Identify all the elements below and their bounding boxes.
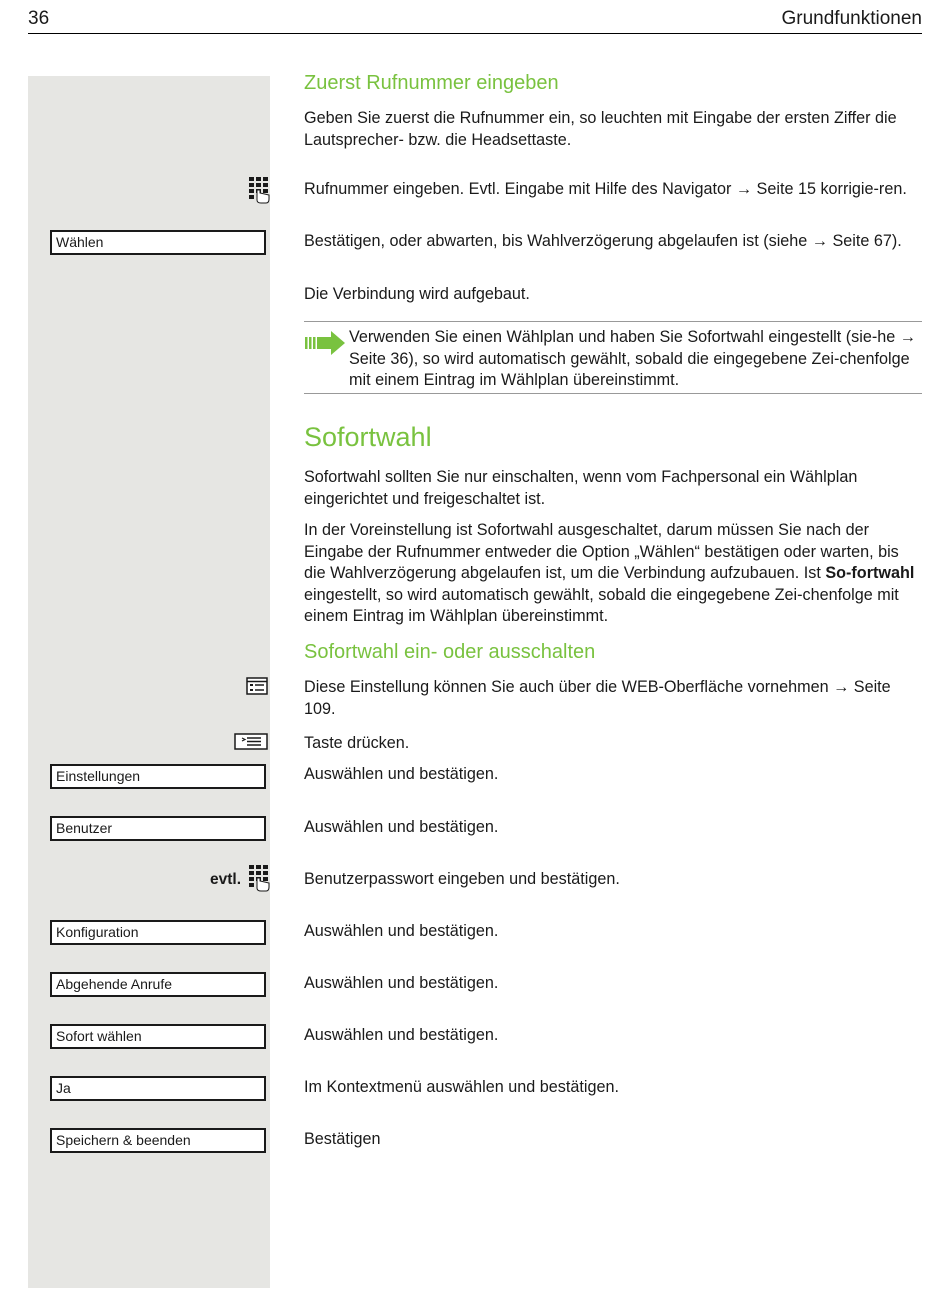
- konfiguration-button[interactable]: Konfiguration: [50, 920, 266, 945]
- speichern-beenden-button[interactable]: Speichern & beenden: [50, 1128, 266, 1153]
- step-verbindung: Die Verbindung wird aufgebaut.: [304, 285, 530, 303]
- section-heading-rufnummer: Zuerst Rufnummer eingeben: [304, 72, 559, 94]
- note-divider-top: [304, 321, 922, 322]
- step-abgehende-anrufe: Auswählen und bestätigen.: [304, 974, 499, 992]
- para2-text-a: In der Voreinstellung ist Sofortwahl ausgeschaltet, darum müssen Sie nach der Eingabe der Rufnummer entweder die Option „Wählen“ bestätigen oder warten, bis die Wahlverzögerung abgelaufen ist, um die Verbindung aufzubauen. Ist: [304, 521, 899, 582]
- step-bestaetigen: Bestätigen, oder abwarten, bis Wahlverzögerung abgelaufen ist (siehe → Seite 67).: [304, 232, 902, 250]
- step-rufnummer-eingeben: Rufnummer eingeben. Evtl. Eingabe mit Hilfe des Navigator → Seite 15 korrigie-ren.: [304, 180, 907, 198]
- chapter-title: Grundfunktionen: [781, 8, 922, 29]
- waehlen-button[interactable]: Wählen: [50, 230, 266, 255]
- para2-bold: So-fortwahl: [825, 564, 915, 582]
- sidebar-panel: [28, 76, 270, 1288]
- menu-key-icon: [234, 733, 268, 750]
- page-number: 36: [28, 8, 50, 29]
- para2-text-b: eingestellt, so wird automatisch gewählt, sobald die eingegebene Zei-chenfolge mit einem Eintrag im Wählplan übereinstimmt.: [304, 585, 899, 625]
- keypad-icon: [248, 176, 270, 204]
- step-ja: Im Kontextmenü auswählen und bestätigen.: [304, 1078, 619, 1096]
- step-einstellungen: Auswählen und bestätigen.: [304, 765, 499, 783]
- evtl-label: evtl.: [210, 871, 242, 888]
- section-heading-ein-aus: Sofortwahl ein- oder ausschalten: [304, 641, 596, 663]
- step-taste-druecken: Taste drücken.: [304, 734, 410, 752]
- sofortwahl-paragraph-1: Sofortwahl sollten Sie nur einschalten, wenn vom Fachpersonal ein Wählplan eingerichtet und freigeschaltet ist.: [304, 468, 858, 508]
- hint-arrow-icon: [305, 331, 345, 355]
- sofortwahl-paragraph-2: [304, 520, 924, 628]
- keypad-icon: [248, 864, 270, 892]
- step-benutzer: Auswählen und bestätigen.: [304, 818, 499, 836]
- sofort-waehlen-button[interactable]: Sofort wählen: [50, 1024, 266, 1049]
- abgehende-anrufe-button[interactable]: Abgehende Anrufe: [50, 972, 266, 997]
- ja-button[interactable]: Ja: [50, 1076, 266, 1101]
- benutzer-button[interactable]: Benutzer: [50, 816, 266, 841]
- intro-paragraph: Geben Sie zuerst die Rufnummer ein, so leuchten mit Eingabe der ersten Ziffer die Lautsprecher- bzw. die Headsettaste.: [304, 109, 897, 149]
- step-sofort-waehlen: Auswählen und bestätigen.: [304, 1026, 499, 1044]
- header-divider: [28, 33, 922, 34]
- einstellungen-button[interactable]: Einstellungen: [50, 764, 266, 789]
- web-interface-icon: [246, 677, 268, 695]
- note-divider-bottom: [304, 393, 922, 394]
- step-konfiguration: Auswählen und bestätigen.: [304, 922, 499, 940]
- web-interface-note: Diese Einstellung können Sie auch über die WEB-Oberfläche vornehmen → Seite 109.: [304, 678, 891, 718]
- section-heading-sofortwahl: Sofortwahl: [304, 422, 432, 452]
- step-speichern: Bestätigen: [304, 1130, 381, 1148]
- hint-note: Verwenden Sie einen Wählplan und haben Sie Sofortwahl eingestellt (sie-he → Seite 36), so wird automatisch gewählt, sobald die eingegebene Zei-chenfolge mit einem Eintrag im Wählplan übereinstimmt.: [349, 328, 916, 389]
- step-passwort: Benutzerpasswort eingeben und bestätigen.: [304, 870, 620, 888]
